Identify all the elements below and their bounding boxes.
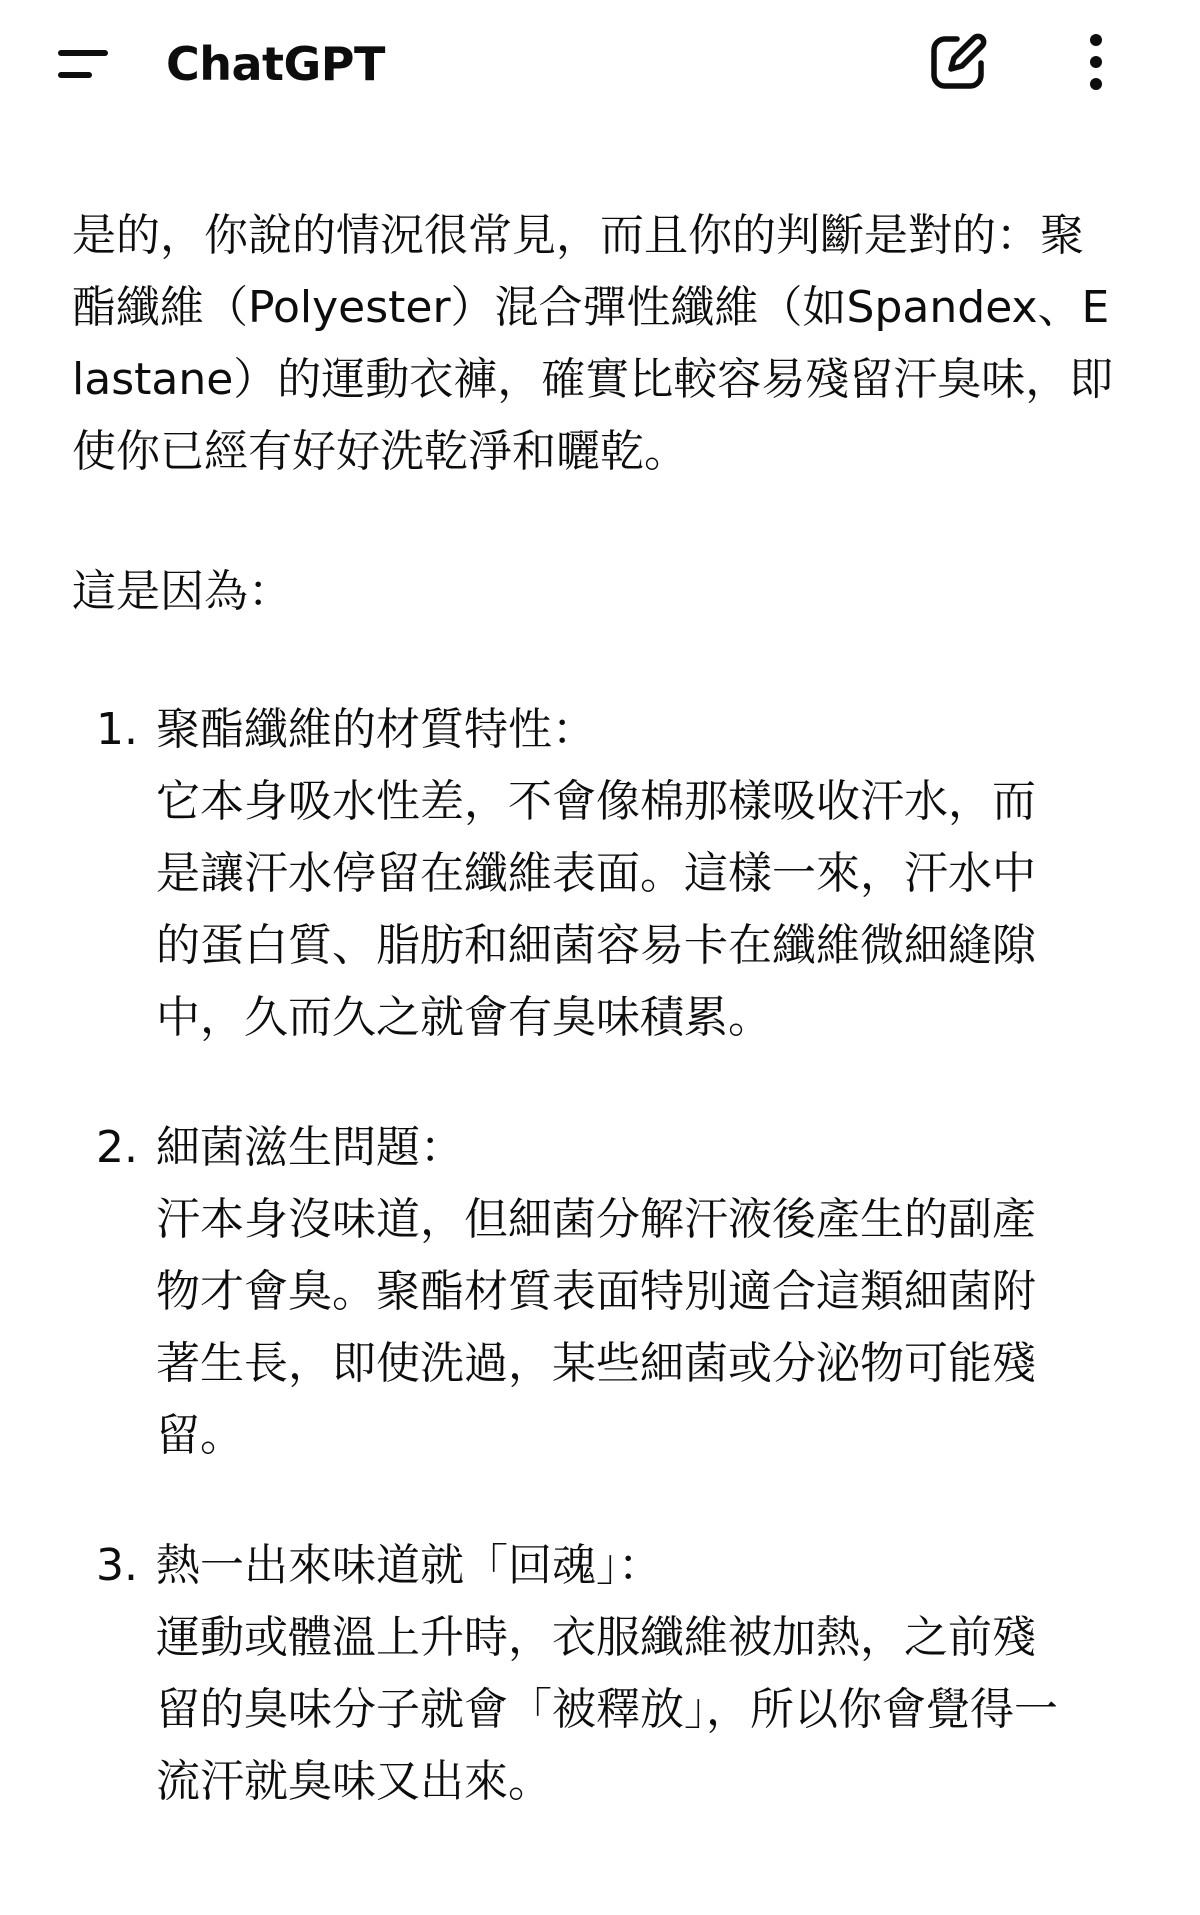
intro-paragraph: 是的，你說的情況很常見，而且你的判斷是對的：聚酯纖維（Polyester）混合彈性纖維（如Spandex、Elastane）的運動衣褲，確實比較容易殘留汗臭味，即使你已經有好好洗乾淨和曬乾。 xyxy=(72,210,1114,477)
list-item-title: 細菌滋生問題： xyxy=(156,1122,464,1173)
top-app-bar xyxy=(0,0,1200,130)
reasons-list xyxy=(72,694,1132,1818)
list-item xyxy=(72,1112,1132,1472)
more-vertical-icon-graphic xyxy=(1076,30,1116,94)
list-item-title: 熱一出來味道就「回魂」： xyxy=(156,1540,662,1591)
edit-icon[interactable] xyxy=(926,30,990,94)
edit-icon-graphic xyxy=(926,30,990,94)
lead-paragraph: 這是因為： xyxy=(72,566,292,617)
list-item-body: 它本身吸水性差，不會像棉那樣吸收汗水，而是讓汗水停留在纖維表面。這樣一來，汗水中的蛋白質、脂肪和細菌容易卡在纖維微細縫隙中，久而久之就會有臭味積累。 xyxy=(156,776,1036,1043)
list-item-number: 3. xyxy=(96,1540,138,1591)
list-item xyxy=(72,1530,1132,1818)
list-item-body: 汗本身沒味道，但細菌分解汗液後產生的副產物才會臭。聚酯材質表面特別適合這類細菌附著生長，即使洗過，某些細菌或分泌物可能殘留。 xyxy=(156,1194,1036,1461)
menu-line-bottom xyxy=(58,72,92,78)
app-title: ChatGPT xyxy=(166,37,385,91)
menu-icon[interactable] xyxy=(46,38,118,92)
assistant-message xyxy=(72,200,1132,1876)
list-item-number: 2. xyxy=(96,1122,138,1173)
list-item-body: 運動或體溫上升時，衣服纖維被加熱，之前殘留的臭味分子就會「被釋放」，所以你會覺得一流汗就臭味又出來。 xyxy=(156,1612,1058,1807)
list-item-number: 1. xyxy=(96,704,138,755)
list-item xyxy=(72,694,1132,1054)
list-item-title: 聚酯纖維的材質特性： xyxy=(156,704,596,755)
more-vertical-icon[interactable] xyxy=(1076,30,1116,94)
menu-line-top xyxy=(58,50,108,56)
